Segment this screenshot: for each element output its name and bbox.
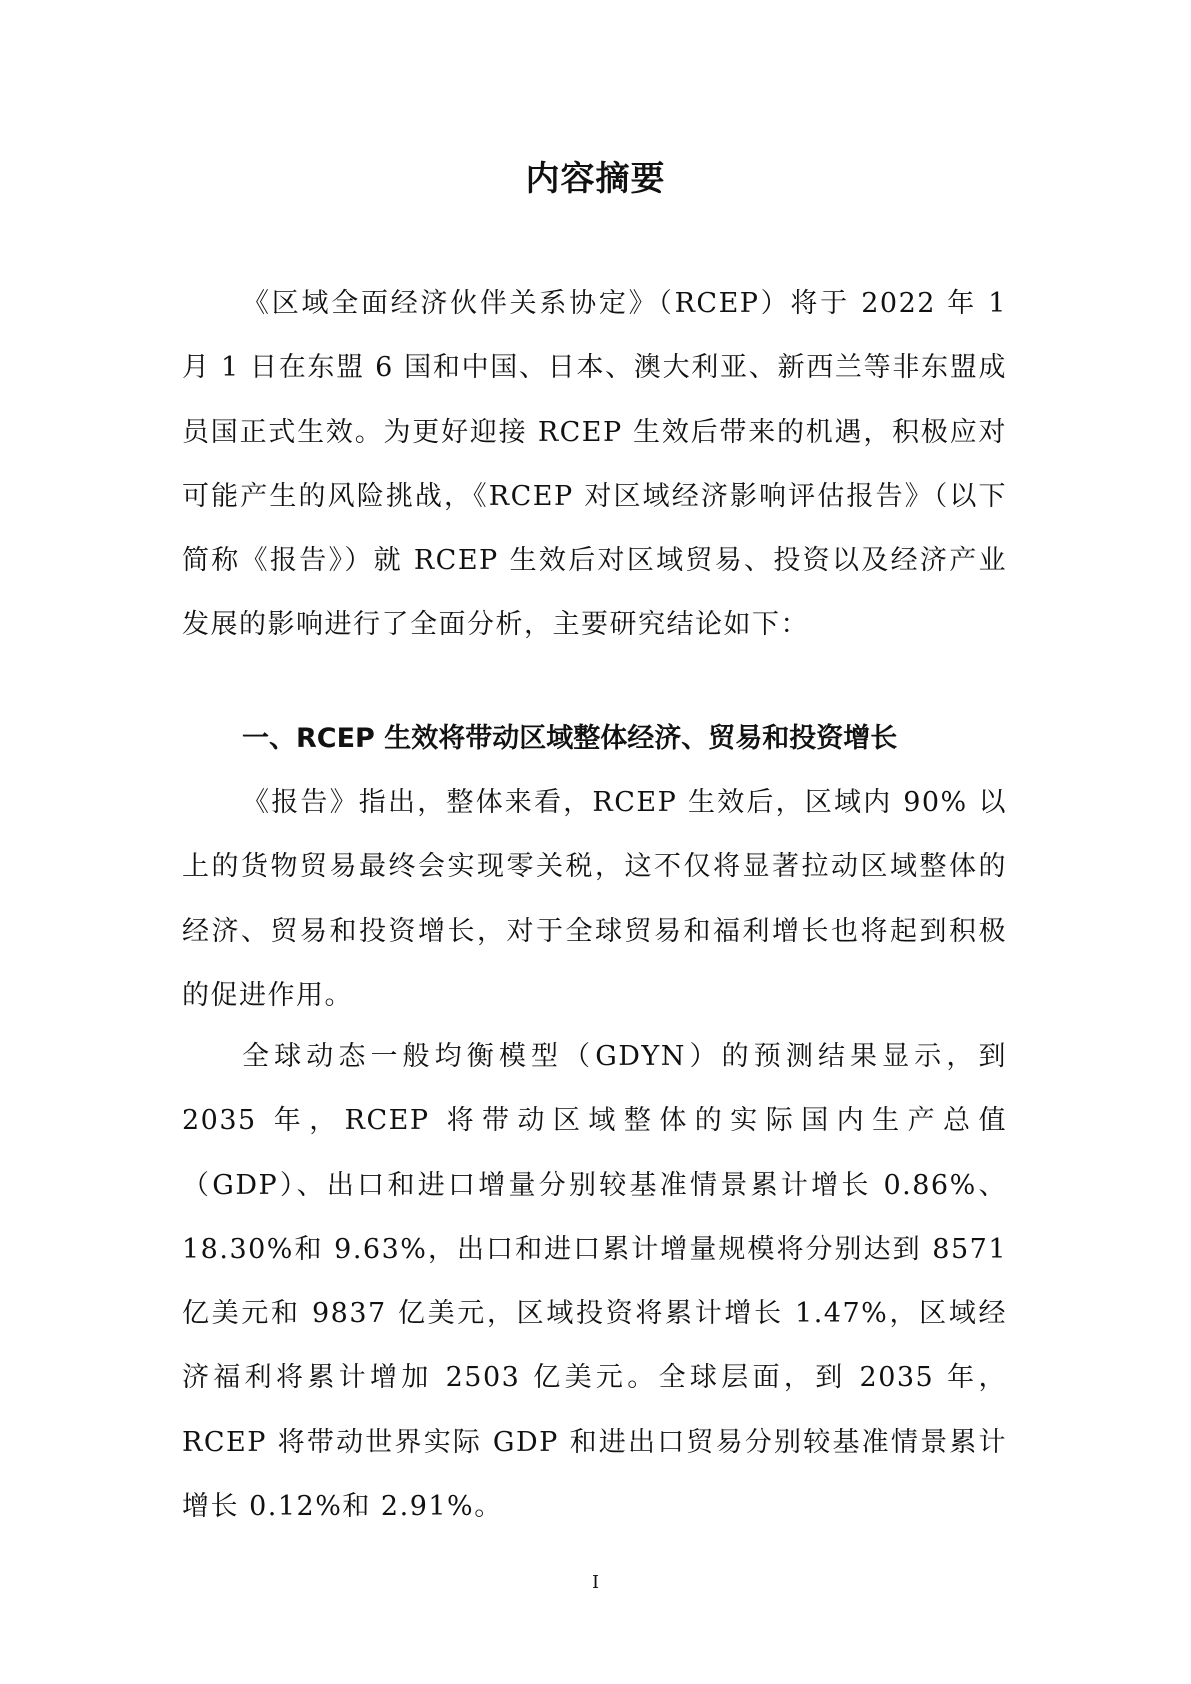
- gdyn-results-paragraph: 全球动态一般均衡模型（GDYN）的预测结果显示，到 2035 年，RCEP 将带动区域整体的实际国内生产总值（GDP）、出口和进口增量分别较基准情景累计增长 0.86%、18.30%和 9.63%，出口和进口累计增量规模将分别达到 8571 亿美元和 9837 亿美元，区域投资将累计增长 1.47%，区域经济福利将累计增加 2503 亿美元。全球层面，到 2035 年，RCEP 将带动世界实际 GDP 和进出口贸易分别较基准情景累计增长 0.12%和 2.91%。: [182, 1041, 1007, 1523]
- report-summary-paragraph: 《报告》指出，整体来看，RCEP 生效后，区域内 90% 以上的货物贸易最终会实现零关税，这不仅将显著拉动区域整体的经济、贸易和投资增长，对于全球贸易和福利增长也将起到积极的促进作用。: [182, 787, 1007, 1011]
- page-number: I: [591, 1572, 600, 1593]
- intro-paragraph: 《区域全面经济伙伴关系协定》（RCEP）将于 2022 年 1 月 1 日在东盟 6 国和中国、日本、澳大利亚、新西兰等非东盟成员国正式生效。为更好迎接 RCEP 生效后带来的机遇，积极应对可能产生的风险挑战，《RCEP 对区域经济影响评估报告》（以下简称《报告》）就 RCEP 生效后对区域贸易、投资以及经济产业发展的影响进行了全面分析，主要研究结论如下：: [182, 288, 1007, 641]
- page-title: 内容摘要: [525, 159, 666, 199]
- section-heading: 一、RCEP 生效将带动区域整体经济、贸易和投资增长: [242, 723, 898, 754]
